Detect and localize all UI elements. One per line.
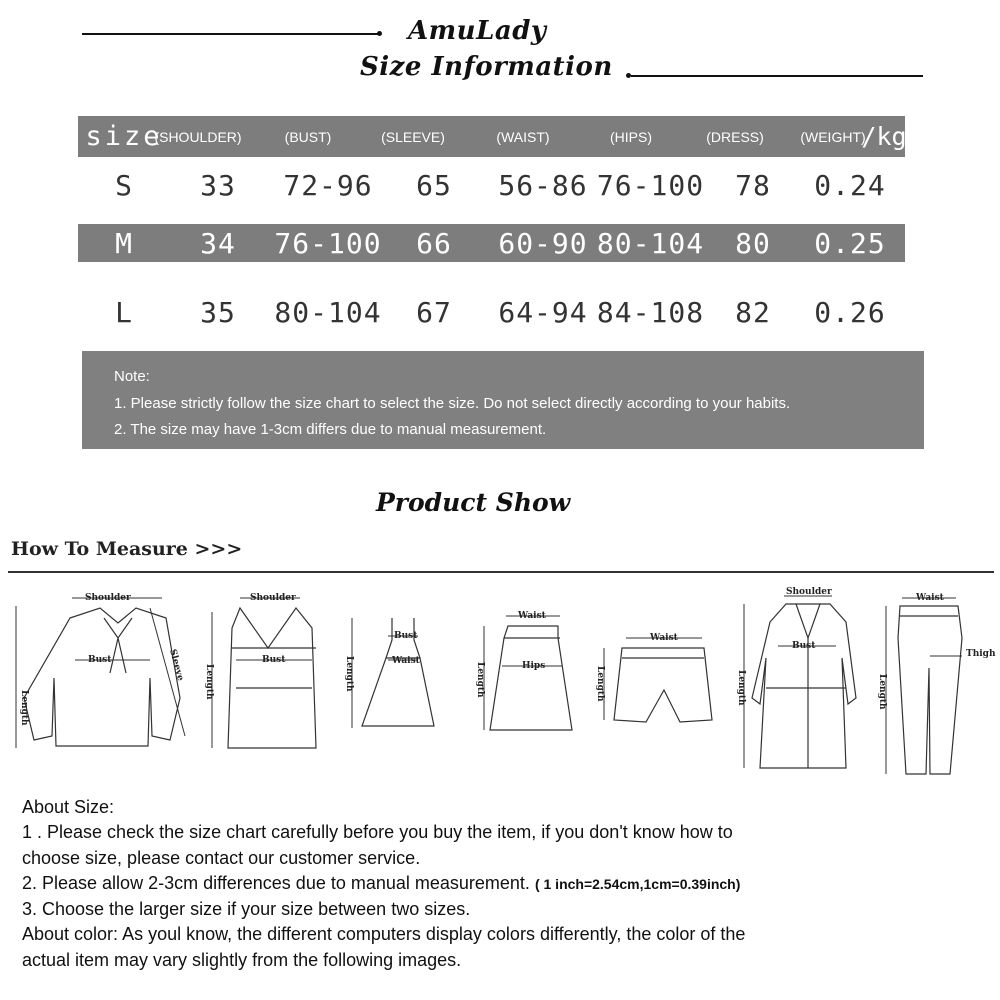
trousers-diagram — [877, 593, 996, 774]
about-size-heading: About Size: — [22, 797, 115, 817]
product-show-title: Product Show — [376, 488, 571, 517]
skirt-diagram — [475, 611, 572, 730]
length-label: Length — [204, 664, 214, 700]
about-section — [22, 795, 982, 973]
cell-bust: 72-96 — [283, 169, 373, 202]
unit-conversion-note: ( 1 inch=2.54cm,1cm=0.39inch) — [534, 875, 741, 892]
cell-waist: 60-90 — [498, 226, 588, 260]
cell-hips: 80-104 — [596, 226, 705, 260]
cell-hips: 84-108 — [596, 296, 705, 329]
header-hips: (HIPS) — [610, 128, 652, 145]
about-line-2: choose size, please contact our customer service. — [22, 847, 421, 868]
header-line-left — [82, 33, 378, 35]
cell-bust: 76-100 — [274, 226, 382, 260]
cell-weight: 0.24 — [814, 169, 886, 202]
cell-dress: 80 — [735, 226, 771, 260]
cell-sleeve: 66 — [416, 226, 452, 260]
sleeve-label: Sleeve — [167, 648, 186, 683]
note-line-1: 1. Please strictly follow the size chart to select the size. Do not select directly according to your habits. — [114, 395, 791, 412]
row-size-label: L — [115, 296, 133, 329]
how-to-measure-diagrams — [0, 578, 1000, 788]
thigh-label: Thigh — [966, 649, 996, 659]
bust-label: Bust — [792, 641, 816, 651]
note-box — [82, 351, 924, 449]
cell-shoulder: 33 — [200, 169, 236, 202]
shoulder-label: Shoulder — [85, 593, 131, 603]
bust-label: Bust — [88, 655, 112, 665]
waist-label: Waist — [650, 633, 678, 643]
about-color-line-2: actual item may vary slightly from the following images. — [22, 949, 462, 970]
length-label: Length — [736, 670, 746, 706]
about-color-line-1: About color: As youl know, the different computers display colors differently, the color of the — [22, 924, 746, 945]
cell-shoulder: 35 — [200, 296, 236, 329]
header-dress: (DRESS) — [706, 128, 764, 145]
table-row — [78, 163, 905, 208]
cell-sleeve: 67 — [416, 296, 452, 329]
header-unit-kg: /kg — [861, 122, 907, 151]
header-weight: (WEIGHT) — [800, 128, 866, 145]
cell-bust: 80-104 — [274, 296, 382, 329]
length-label: Length — [475, 662, 485, 698]
header-bust: (BUST) — [284, 128, 332, 145]
note-title: Note: — [114, 368, 150, 385]
length-label: Length — [877, 674, 887, 710]
how-to-measure-title: How To Measure >>> — [11, 538, 243, 560]
about-line-4: 3. Choose the larger size if your size between two sizes. — [22, 899, 471, 920]
about-line-3 — [22, 871, 982, 897]
waist-label: Waist — [392, 656, 420, 666]
sundress-diagram — [344, 618, 434, 728]
coat-diagram — [736, 587, 856, 768]
cell-waist: 56-86 — [498, 169, 588, 202]
cell-weight: 0.25 — [814, 226, 886, 260]
header-size: size — [85, 121, 163, 152]
cell-weight: 0.26 — [814, 296, 886, 329]
how-to-measure-divider — [8, 571, 994, 573]
size-table-header — [78, 116, 905, 157]
shoulder-label: Shoulder — [786, 587, 832, 597]
header-line-right — [631, 75, 923, 77]
waist-label: Waist — [518, 611, 546, 621]
about-line-1: 1 . Please check the size chart carefully before you buy the item, if you don't know how to — [22, 822, 733, 843]
cell-hips: 76-100 — [596, 169, 705, 202]
length-label: Length — [595, 666, 605, 702]
hips-label: Hips — [522, 661, 546, 671]
table-row — [78, 290, 905, 335]
cell-sleeve: 65 — [416, 169, 452, 202]
tank-top-diagram — [204, 593, 316, 748]
cell-waist: 64-94 — [498, 296, 588, 329]
blouse-diagram — [16, 593, 185, 748]
table-row — [78, 224, 905, 262]
header-dot-left — [377, 31, 382, 36]
brand-title: AmuLady — [408, 16, 547, 46]
header-shoulder: (SHOULDER) — [154, 128, 242, 145]
cell-shoulder: 34 — [200, 226, 236, 260]
header-sleeve: (SLEEVE) — [381, 128, 445, 145]
row-size-label: S — [115, 169, 133, 202]
length-label: Length — [344, 656, 354, 692]
waist-label: Waist — [916, 593, 944, 603]
cell-dress: 78 — [735, 169, 771, 202]
bust-label: Bust — [394, 631, 418, 641]
size-information-title: Size Information — [360, 52, 613, 82]
about-line-3-text: 2. Please allow 2-3cm differences due to manual measurement. — [22, 872, 530, 893]
row-size-label: M — [115, 226, 133, 260]
shorts-diagram — [595, 633, 712, 722]
cell-dress: 82 — [735, 296, 771, 329]
header-waist: (WAIST) — [496, 128, 550, 145]
shoulder-label: Shoulder — [250, 593, 296, 603]
note-line-2: 2. The size may have 1-3cm differs due to manual measurement. — [114, 421, 547, 438]
length-label: Length — [19, 690, 29, 726]
bust-label: Bust — [262, 655, 286, 665]
